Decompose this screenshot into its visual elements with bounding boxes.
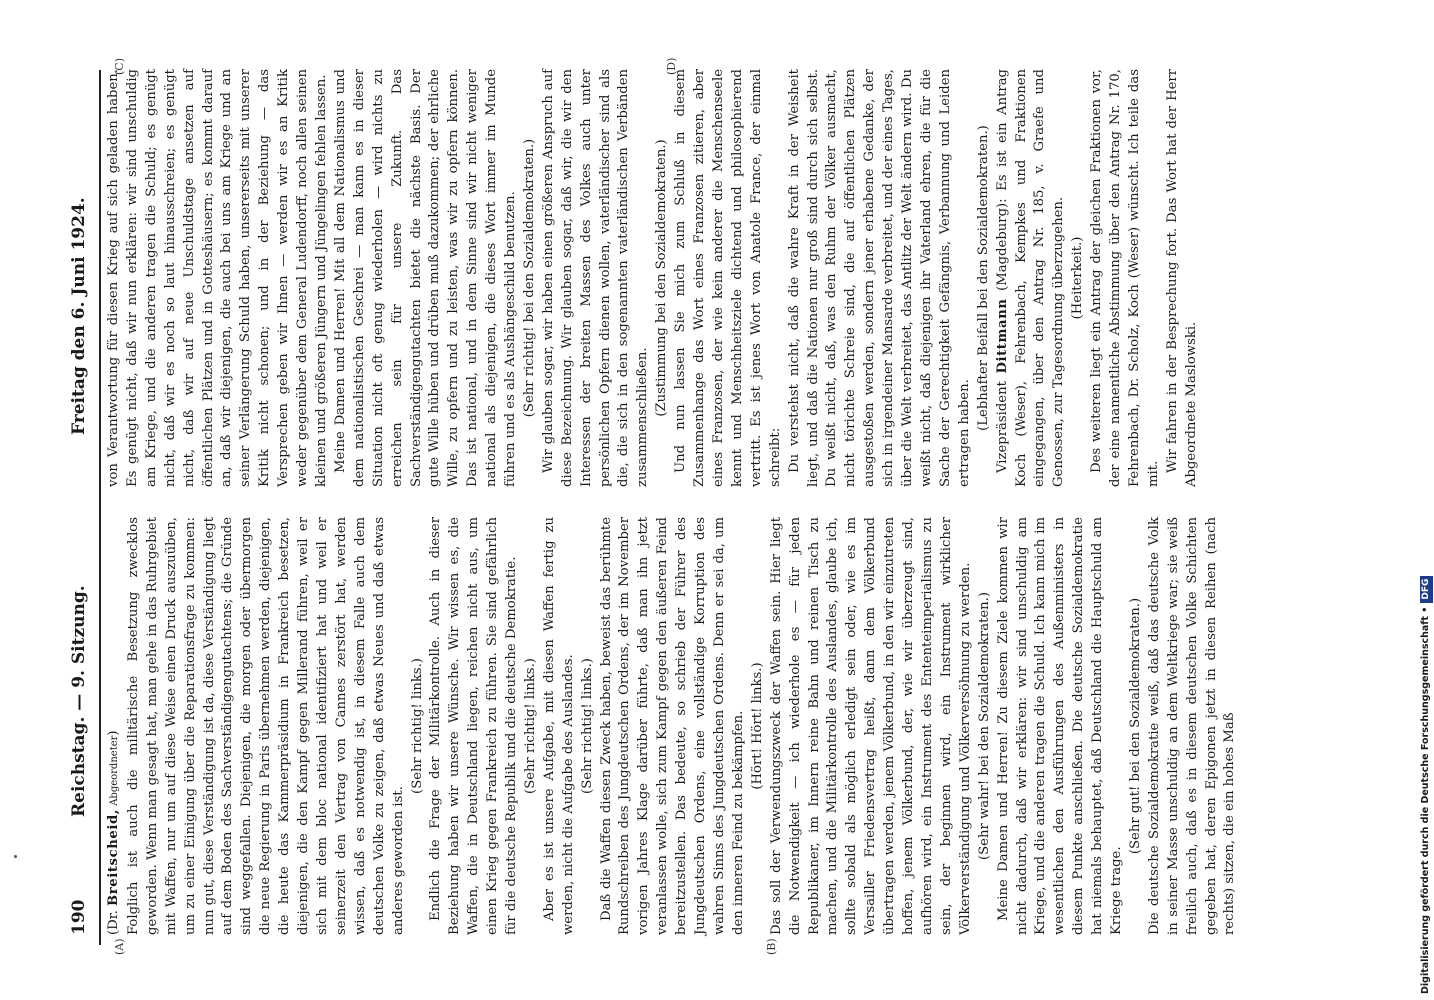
left-paragraph: Das soll der Verwendungszweck der Waffen sein. Hier liegt die Notwendigkeit — ich wiederhole es — für jeden Republikaner, im Innern reine Bahn und reinen Tisch zu machen, und die Militärkontrolle des Auslandes, glaube ich, sollte sobald als möglich erledigt sein oder, wie es im Versailler Friedensvertrag heißt, dann dem Völkerbund übertragen werden, jenem Völkerbund, in den wir einzutreten hoffen, jenem Völkerbund, der, wie wir überzeugt sind, aufhören wird, ein Instrument des Ententeimperialismus zu sein, der beginnen wird, ein Instrument wirklicher Völkerverständigung und Völkerversöhnung zu werden. <box>768 517 973 935</box>
left-paragraph: Die deutsche Sozialdemokratie weiß, daß das deutsche Volk in seiner Masse unschuldig an dem Weltkriege war; sie weiß freilich auch, daß es in diesem deutschen Volke Schichten gegeben hat, deren Epigonen jetzt in diesen Reihen (nach rechts) sitzen, die ein hohes Maß <box>1146 517 1238 935</box>
speaker-name: Breitscheid, <box>106 808 121 907</box>
speaker-role: Abgeordneter <box>109 735 120 809</box>
right-interjection: (Sehr richtig! bei den Sozialdemokraten.) <box>521 138 537 418</box>
right-paragraph: von Verantwortung für diesen Krieg auf sich geladen haben. Es genügt nicht, daß wir nun erklären: wir sind unschuldig am Kriege, und die anderen tragen die Schuld; es genügt nicht, daß wir es noch so laut hinausschreien; es genügt nicht, daß wir auf neue Unschuldstage ansetzen auf öffentlichen Plätzen und in Gotteshäusern; es kommt darauf an, daß wir diejenigen, die auch bei uns am Kriege und an seiner Verlängerung Schuld haben, unsererseits mit unserer Kritik nicht schonen; und in der Beziehung — das Versprechen geben wir Ihnen — werden wir es an Kritik weder gegenüber dem General Ludendorff, noch allen seinen kleinen und größeren Jüngern und Jüngelingen fehlen lassen. <box>106 69 329 487</box>
left-paragraph: Daß die Waffen diesen Zweck haben, beweist das berühmte Rundschreiben des Jungdeutschen Ordens, der im November vorigen Jahres Klage darüber führte, daß man ihn jetzt veranlassen wolle, sich zum Kampf gegen den äußeren Feind bereitzustellen. Das bedeute, so schrieb der Führer des Jungdeutschen Ordens, eine vollständige Korruption des wahren Sinns des Jungdeutschen Ordens. Denn er sei da, um den inneren Feind zu bekämpfen. <box>598 517 746 935</box>
right-paragraph: Du verstehst nicht, daß die wahre Kraft in der Weisheit liegt, und daß die Nationen nur groß sind durch sich selbst. Du weißt nicht, daß, was den Ruhm der Völker ausmacht, nicht törichte Schreie sind, die auf öffentlichen Plätzen ausgestoßen werden, sondern jener erhabene Gedanke, der sich in irgendeiner Mansarde verbreitet, und der eines Tages, über die Welt verbreitet, das Antlitz der Welt ändern wird. Du weißt nicht, daß diejenigen ihr Vaterland ehren, die für die Sache der Gerechtigkeit Gefängnis, Verbannung und Leiden ertragen haben. <box>786 69 972 487</box>
header-date: Freitag den 6. Juni 1924. <box>69 197 89 435</box>
page-header <box>65 73 95 935</box>
left-interjection: (Sehr richtig! links.) <box>409 658 425 794</box>
right-paragraph: Meine Damen und Herren! Mit all dem Nationalismus und dem nationalistischen Geschrei — man kann es in dieser Situation nicht oft genug wiederholen — wird nichts zu erreichen sein für unsere Zukunft. Das Sachverständigengutachten bietet die nächste Basis. Der gute Wille hüben und drüben muß dazukommen; der ehrliche Wille, zu opfern und zu leisten, was wir zu opfern können. Das ist national, und in dem Sinne sind wir nicht weniger national als diejenigen, die dieses Wort immer im Munde führen und es als Aushängeschild benutzen. <box>332 69 519 487</box>
left-speaker-line <box>105 517 125 935</box>
rotated-page <box>65 55 1375 955</box>
right-interjection: (Lebhafter Beifall bei den Sozialdemokraten.) <box>975 125 991 431</box>
left-interjection: (Sehr wahr! bei den Sozialdemokraten.) <box>976 592 992 860</box>
page-number: 190 <box>69 899 89 935</box>
left-column <box>105 517 1240 935</box>
margin-marker-d: (D) <box>665 57 678 75</box>
speaker-prefix: (Dr. <box>106 906 121 935</box>
header-session: Reichstag. — 9. Sitzung. <box>69 585 89 817</box>
left-interjection: (Sehr gut! bei den Sozialdemokraten.) <box>1127 597 1143 855</box>
margin-marker-b: (B) <box>765 938 778 955</box>
margin-marker-c: (C) <box>113 58 126 75</box>
left-paragraph: Endlich die Frage der Militärkontrolle. Auch in dieser Beziehung haben wir unsere Wünsche. Wir wissen es, die Waffen, die in Deutschland liegen, reichen nicht aus, um einen Krieg gegen Frankreich zu führen. Sie sind gefährlich für die deutsche Republik und die deutsche Demokratie. <box>428 517 520 935</box>
right-paragraph: Wir fahren in der Besprechung fort. Das Wort hat der Herr Abgeordnete Maslowski. <box>1164 69 1199 487</box>
speaker-suffix: ) <box>106 730 121 736</box>
credit-text: Digitalisierung gefördert durch die Deutsche Forschungsgemeinschaft • <box>1420 606 1431 994</box>
header-rule <box>99 70 101 945</box>
dfg-logo: DFG <box>1420 576 1433 603</box>
left-paragraph: Aber es ist unsere Aufgabe, mit diesen Waffen fertig zu werden, nicht die Aufgabe des Auslandes. <box>541 517 576 935</box>
president-title: Vizepräsident <box>994 373 1010 473</box>
right-paragraph: Und nun lassen Sie mich zum Schluß in diesem Zusammenhange das Wort eines Franzosen zitieren, aber eines Franzosen, der wie kein anderer die Menschenseele kennt und Menschheitsziele dichtend und philosophierend vertritt. Es ist jenes Wort von Anatole France, der einmal schreibt: <box>673 69 783 487</box>
president-name: Dittmann <box>994 298 1010 374</box>
right-interjection: (Heiterkeit.) <box>1070 236 1086 320</box>
credit-strip <box>1418 8 1434 994</box>
left-interjection: (Sehr richtig! links.) <box>522 658 538 794</box>
scan-speck <box>14 855 17 858</box>
left-interjection: (Hört! Hört! links.) <box>749 662 765 790</box>
right-interjection: (Zustimmung bei den Sozialdemokraten.) <box>654 139 670 417</box>
left-interjection: (Sehr richtig! links.) <box>579 658 595 794</box>
right-paragraph: Des weiteren liegt ein Antrag der gleichen Fraktionen vor, der eine namentliche Abstimmung über den Antrag Nr. 170, Fehrenbach, Dr. Scholz, Koch (Weser) wünscht. Ich teile das mit. <box>1089 69 1161 487</box>
margin-marker-a: (A) <box>113 938 126 955</box>
president-text: (Magdeburg): Es ist ein Antrag Koch (Weser), Fehrenbach, Kempkes und Fraktionen eingegangen, über den Antrag Nr. 185, v. Graefe und Genossen, zur Tagesordnung überzugehen. <box>994 69 1067 487</box>
right-president-paragraph <box>994 69 1070 487</box>
left-paragraph: Folglich ist auch die militärische Besetzung zwecklos geworden. Wenn man gesagt hat, man gehe in das Ruhrgebiet mit Waffen, nur um auf diese Weise einen Druck auszuüben, um zu einer Einigung über die Reparationsfrage zu kommen: nun gut, diese Verständigung ist da, diese Verständigung liegt auf dem Boden des Sachverständigengutachtens; die Gründe sind weggefallen. Diejenigen, die morgen oder übermorgen die neue Regierung in Paris übernehmen werden, diejenigen, die heute das Kammerpräsidium in Frankreich besetzen, diejenigen, die den Kampf gegen Millerand führen, weil er sich mit dem bloc national identifiziert hat und weil er seinerzeit den Vertrag von Cannes zerstört hat, werden wissen, daß es notwendig ist, in diesem Falle auch dem deutschen Volke zu zeigen, daß etwas Neues und daß etwas anderes geworden ist. <box>125 517 406 935</box>
left-paragraph: Meine Damen und Herren! Zu diesem Ziele kommen wir nicht dadurch, daß wir erklären: wir sind unschuldig am Kriege, und die anderen tragen die Schuld. Ich kann mich im wesentlichen den Ausführungen des Außenministers in diesem Punkte anschließen. Die deutsche Sozialdemokratie hat niemals behauptet, daß Deutschland die Hauptschuld am Kriege trage. <box>995 517 1125 935</box>
credit-line <box>1418 8 1434 994</box>
right-column <box>105 69 1202 487</box>
right-paragraph: Wir glauben sogar, wir haben einen größeren Anspruch auf diese Bezeichnung. Wir glauben sogar, daß wir, die wir den Interessen der breiten Massen des Volkes auch unter persönlichen Opfern dienen wollen, vaterländischer sind als die, die sich in den sogenannten vaterländischen Verbänden zusammenschließen. <box>540 69 651 487</box>
